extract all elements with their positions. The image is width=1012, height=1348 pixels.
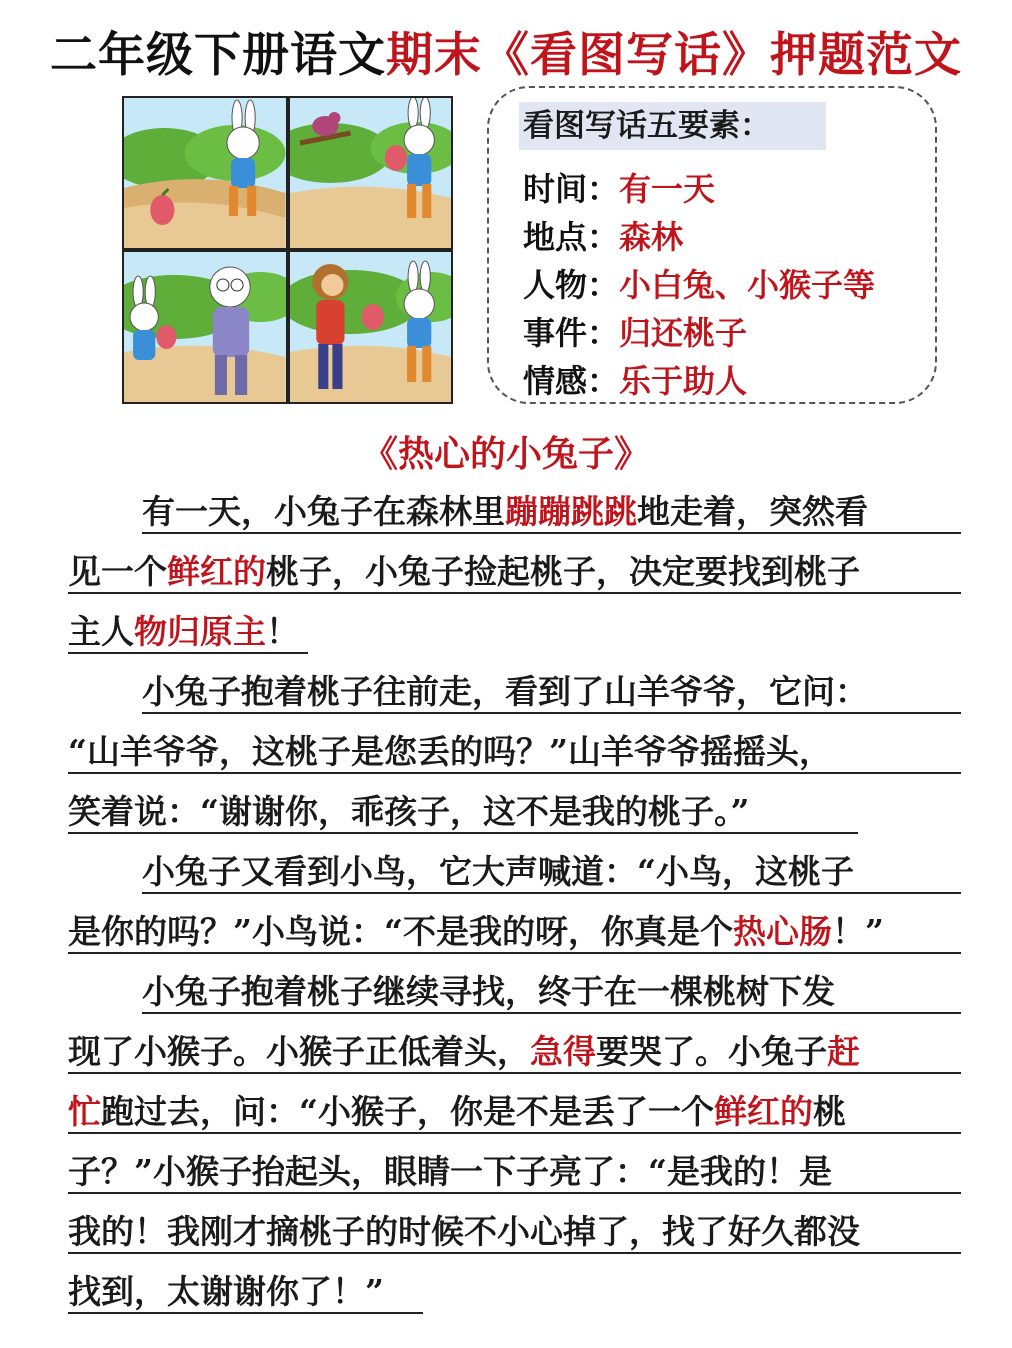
rabbit-peach-icon	[124, 98, 286, 248]
element-value: 归还桃子	[619, 314, 748, 352]
element-row-time	[523, 164, 715, 210]
element-row-emotion	[523, 356, 747, 402]
story-line	[68, 732, 961, 774]
story-text: 地走着，突然看	[637, 492, 868, 531]
element-value: 有一天	[619, 170, 716, 208]
story-line	[68, 1272, 423, 1314]
highlight-text: 物归原主	[134, 612, 266, 651]
five-elements-heading: 看图写话五要素：	[519, 102, 826, 150]
story-line	[68, 912, 961, 954]
story-text: 找到，太谢谢你了！”	[68, 1272, 384, 1311]
story-text: 我的！我刚才摘桃子的时候不小心掉了，找了好久都没	[68, 1212, 860, 1251]
rabbit-goat-icon	[124, 252, 286, 402]
page-title	[0, 18, 1012, 85]
element-key: 时间：	[523, 170, 620, 208]
story-line	[142, 972, 961, 1014]
title-part-2: 期末《看图写话》押题范文	[386, 28, 962, 83]
story-text: 小兔子又看到小鸟，它大声喊道：“小鸟，这桃子	[142, 852, 854, 891]
panel-rabbit-and-bird	[290, 98, 452, 248]
panel-rabbit-and-monkey	[290, 252, 452, 402]
story-line	[68, 792, 858, 834]
title-part-1: 二年级下册语文	[50, 28, 386, 83]
element-key: 事件：	[523, 314, 620, 352]
story-text: 要哭了。小兔子	[596, 1032, 827, 1071]
story-text: 笑着说：“谢谢你，乖孩子，这不是我的桃子。”	[68, 792, 750, 831]
five-elements-box	[487, 86, 937, 404]
story-text: 小兔子抱着桃子往前走，看到了山羊爷爷，它问：	[142, 672, 868, 711]
comic-illustration	[122, 96, 453, 404]
story-line	[68, 1212, 961, 1254]
story-line	[142, 672, 961, 714]
element-row-characters	[523, 260, 875, 306]
story-text: ！”	[831, 912, 884, 951]
story-text: ！	[266, 612, 299, 651]
element-key: 地点：	[523, 218, 620, 256]
element-row-place	[523, 212, 683, 258]
element-key: 人物：	[523, 266, 620, 304]
rabbit-bird-icon	[290, 98, 452, 248]
story-text: 是你的吗？”小鸟说：“不是我的呀，你真是个	[68, 912, 733, 951]
story-line	[68, 612, 308, 654]
highlight-text: 急得	[530, 1032, 596, 1071]
story-text: 有一天，小兔子在森林里	[142, 492, 505, 531]
story-text: 子？”小猴子抬起头，眼睛一下子亮了：“是我的！是	[68, 1152, 832, 1191]
element-row-event	[523, 308, 747, 354]
story-text: 桃	[812, 1092, 846, 1131]
element-value: 乐于助人	[619, 362, 748, 400]
story-text: 现了小猴子。小猴子正低着头，	[68, 1032, 530, 1071]
rabbit-monkey-icon	[290, 252, 452, 402]
story-line	[142, 492, 961, 534]
element-value: 小白兔、小猴子等	[619, 266, 876, 304]
story-line	[68, 1152, 961, 1194]
story-text: 主人	[68, 612, 134, 651]
story-text: 小兔子抱着桃子继续寻找，终于在一棵桃树下发	[142, 972, 835, 1011]
highlight-text: 忙	[68, 1092, 101, 1131]
story-text: “山羊爷爷，这桃子是您丢的吗？”山羊爷爷摇摇头，	[68, 732, 832, 771]
element-value: 森林	[619, 218, 684, 256]
story-text: 见一个	[68, 552, 167, 591]
story-title: 《热心的小兔子》	[361, 433, 650, 475]
highlight-text: 鲜红的	[167, 552, 266, 591]
panel-rabbit-and-goat	[124, 252, 286, 402]
story-line	[68, 552, 961, 594]
story-line	[68, 1032, 961, 1074]
element-key: 情感：	[523, 362, 620, 400]
highlight-text: 热心肠	[732, 912, 832, 951]
story-line	[142, 852, 961, 894]
highlight-text: 鲜红的	[713, 1092, 813, 1131]
story-text: 桃子，小兔子捡起桃子，决定要找到桃子	[266, 552, 860, 591]
story-text: 跑过去，问：“小猴子，你是不是丢了一个	[101, 1092, 714, 1131]
highlight-text: 赶	[827, 1032, 860, 1071]
highlight-text: 蹦蹦跳跳	[505, 492, 637, 531]
panel-rabbit-finds-peach	[124, 98, 286, 248]
story-line	[68, 1092, 961, 1134]
